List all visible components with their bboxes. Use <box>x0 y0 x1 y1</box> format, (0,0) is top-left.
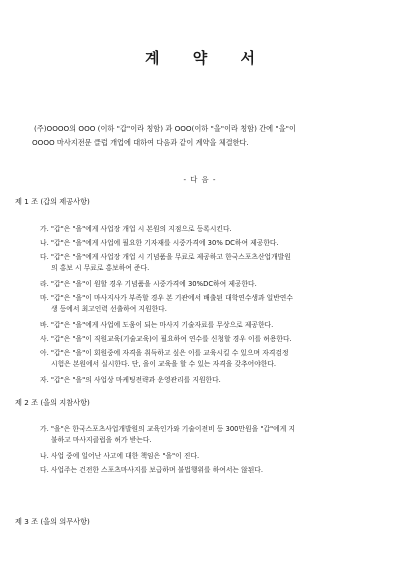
list-item: 라. "갑"은 "을"이 원할 경우 기념품을 시중가격에 30%DC하여 제공한다. <box>40 280 257 288</box>
list-item: 바. "갑"은 "을"에게 사업에 도움이 되는 마사지 기술자료를 무상으로 제공한다. <box>40 321 274 329</box>
list-item: 마. "갑"은 "을"이 마사지사가 부족할 경우 본 기관에서 배출된 대학연수생과 일반연수 생 등에서 최고인력 선출하여 지원한다. <box>40 294 293 313</box>
list-item: 가. "갑"은 "을"에게 사업장 개업 시 본원의 지점으로 등록시킨다. <box>40 225 232 233</box>
list-item: 자. "갑"은 "을"의 사업상 마케팅전략과 운영관리를 지원한다. <box>40 376 221 384</box>
article-items <box>40 224 385 389</box>
list-item: 다. "갑"은 "을"에게 사업장 개업 시 기념품을 무료로 제공하고 한국스포츠산업개발원 의 홍보 시 무료로 홍보하여 준다. <box>40 253 291 272</box>
list-item: 나. "갑"은 "을"에게 사업에 필요한 기자재를 시중가격에 30% DC하여 제공한다. <box>40 239 279 247</box>
list-item: 다. 사업주는 건전한 스포츠마사지를 보급하며 불법행위를 하여서는 않된다. <box>40 466 263 474</box>
article-heading: 제 1 조 (갑의 제공사항) <box>15 197 90 206</box>
list-item: 사. "갑"은 "을"이 직원교육(기술교육)이 필요하여 연수를 신청할 경우 이를 허용한다. <box>40 335 292 343</box>
document-title: 계 약 서 <box>145 49 269 67</box>
section-subtitle: - 다 음 - <box>183 175 217 184</box>
intro-line: (주)OOOO의 OOO (이하 "갑"이라 칭함) 과 OOO(이하 "을"이라 칭함) 간에 "을"이 <box>34 124 296 133</box>
article-heading: 제 3 조 (을의 의무사항) <box>15 517 90 526</box>
intro-paragraph <box>32 122 377 150</box>
list-item: 나. 사업 중에 일어난 사고에 대한 책임은 "을"이 진다. <box>40 452 200 460</box>
article-heading: 제 2 조 (을의 지참사항) <box>15 398 90 407</box>
intro-line: OOOO 마사지전문 클럽 개업에 대하여 다음과 같이 계약을 체결한다. <box>32 138 249 147</box>
list-item: 가. "을"은 한국스포츠사업개발원의 교육인가와 기술이전비 등 300만원을 "갑"에게 지 불하고 마사지클럽을 허가 받는다. <box>40 425 296 444</box>
article-items <box>40 424 385 479</box>
list-item: 아. "갑"은 "을"이 회원중에 자격을 취득하고 싶은 이를 교육시킬 수 있으며 자격검정 시험은 본원에서 실시한다. 단, 을이 교육을 할 수 있는 자격을 갖추어야한다. <box>40 349 289 368</box>
